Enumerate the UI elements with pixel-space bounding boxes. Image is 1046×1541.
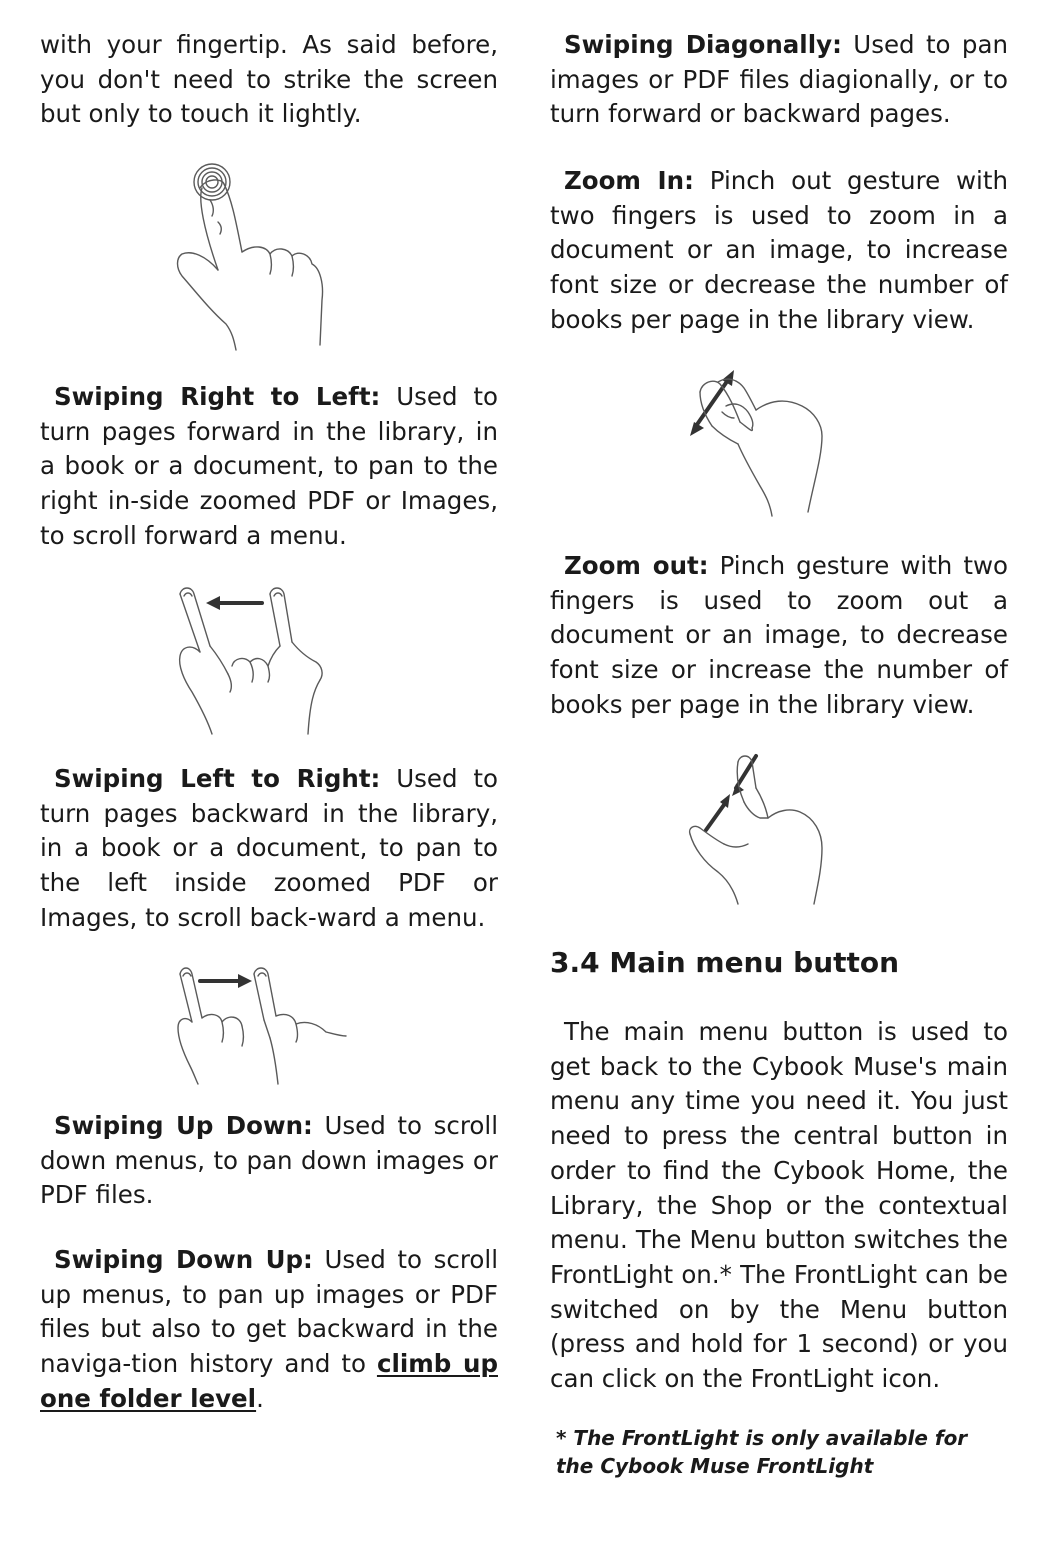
- swipe-down-up-paragraph: [40, 1243, 498, 1417]
- zoom-out-title: Zoom out:: [564, 551, 709, 580]
- swipe-rtl-paragraph: [40, 380, 498, 554]
- swipe-left-gesture-icon: [170, 582, 370, 737]
- intro-paragraph: [40, 28, 498, 132]
- zoom-in-title: Zoom In:: [564, 166, 694, 195]
- swipe-up-down-paragraph: [40, 1109, 498, 1213]
- swipe-down-up-title: Swiping Down Up:: [54, 1245, 313, 1274]
- swipe-diag-paragraph: [550, 28, 1008, 132]
- swipe-ltr-text: Used to turn pages backward in the library, in a book or a document, to pan to the left inside zoomed PDF or Images, to scroll back-ward a menu.: [40, 764, 498, 932]
- swipe-ltr-title: Swiping Left to Right:: [54, 764, 381, 793]
- swipe-up-down-text: Used to scroll down menus, to pan down images or PDF files.: [40, 1111, 498, 1210]
- intro-text: with your fingertip. As said before, you don't need to strike the screen but only to touch it lightly.: [40, 30, 498, 129]
- left-column: [40, 0, 498, 1541]
- climb-up-folder-link[interactable]: climb up one folder level: [40, 1349, 498, 1413]
- section-heading: 3.4 Main menu button: [550, 946, 900, 979]
- swipe-rtl-title: Swiping Right to Left:: [54, 382, 381, 411]
- pinch-in-gesture-icon: [678, 748, 878, 908]
- swipe-ltr-paragraph: [40, 762, 498, 936]
- swipe-down-up-text: Used to scroll up menus, to pan up images or PDF files but also to get backward in the naviga-tion history and to: [40, 1245, 498, 1379]
- swipe-up-down-title: Swiping Up Down:: [54, 1111, 313, 1140]
- swipe-right-gesture-icon: [170, 962, 370, 1087]
- zoom-out-text: Pinch gesture with two fingers is used to zoom out a document or an image, to decrease font size or increase the number of books per page in the library view.: [550, 551, 1008, 719]
- swipe-diag-text: Used to pan images or PDF files diagionally, or to turn forward or backward pages.: [550, 30, 1008, 129]
- zoom-in-text: Pinch out gesture with two fingers is used to zoom in a document or an image, to increase font size or decrease the number of books per page in the library view.: [550, 166, 1008, 334]
- zoom-out-paragraph: [550, 549, 1008, 723]
- zoom-in-paragraph: [550, 164, 1008, 338]
- tap-gesture-icon: [170, 160, 370, 355]
- pinch-out-gesture-icon: [678, 362, 878, 522]
- main-menu-text: The main menu button is used to get back to the Cybook Muse's main menu any time you need it. You just need to press the central button in order to find the Cybook Home, the Library, the Shop or the contextual menu. The Menu button switches the FrontLight on.* The FrontLight can be switched on by the Menu button (press and hold for 1 second) or you can click on the FrontLight icon.: [550, 1017, 1008, 1394]
- main-menu-paragraph: [550, 1015, 1008, 1397]
- swipe-rtl-text: Used to turn pages forward in the library, in a book or a document, to pan to the right in-side zoomed PDF or Images, to scroll forward a menu.: [40, 382, 498, 550]
- right-column: [550, 0, 1008, 1541]
- frontlight-footnote: * The FrontLight is only available for the Cybook Muse FrontLight: [556, 1426, 968, 1478]
- swipe-down-up-end: .: [256, 1383, 264, 1413]
- swipe-diag-title: Swiping Diagonally:: [564, 30, 842, 59]
